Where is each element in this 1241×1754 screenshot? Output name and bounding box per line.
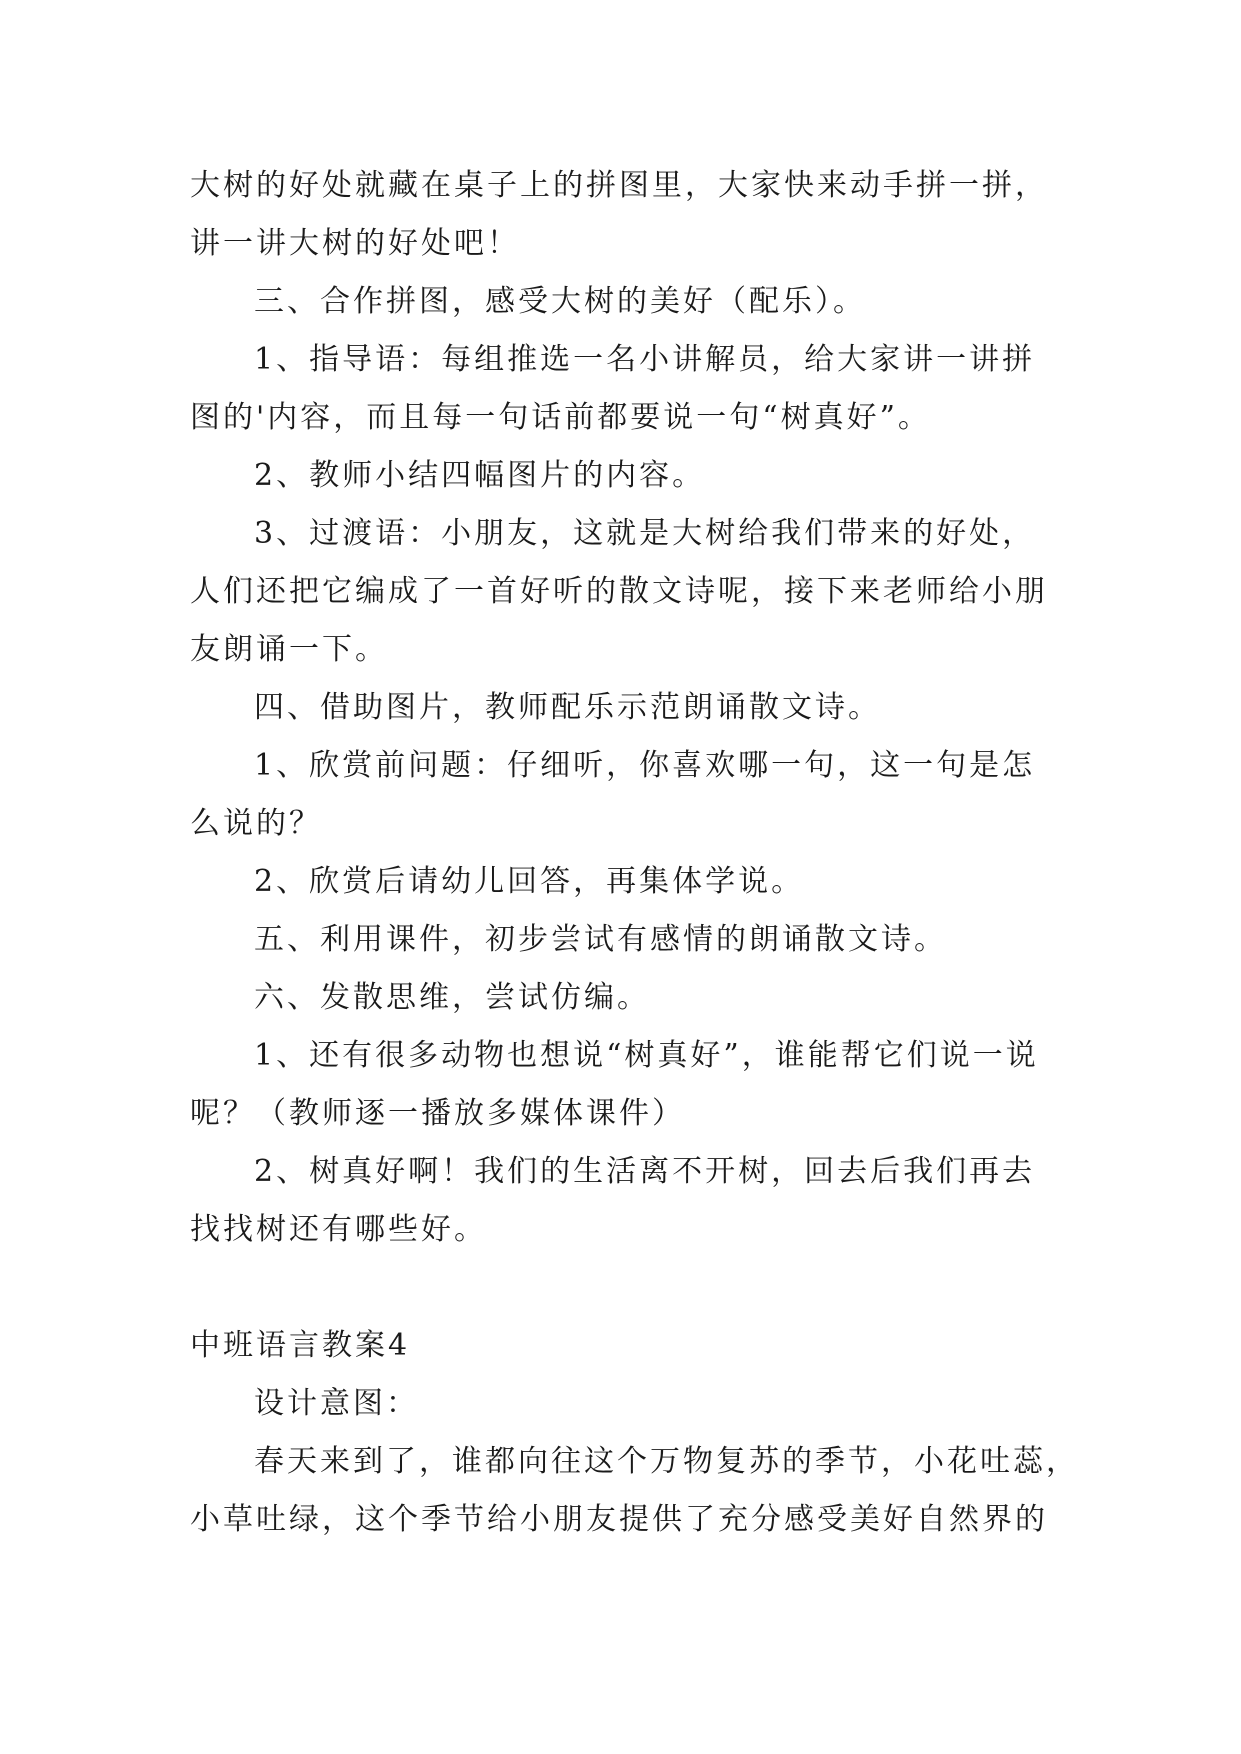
paragraph-line: 讲一讲大树的好处吧！ bbox=[190, 226, 520, 261]
section-heading: 五、利用课件，初步尝试有感情的朗诵散文诗。 bbox=[254, 922, 947, 957]
section-heading: 四、借助图片，教师配乐示范朗诵散文诗。 bbox=[254, 690, 881, 725]
paragraph-line: 3、过渡语：小朋友，这就是大树给我们带来的好处， bbox=[254, 516, 1036, 551]
paragraph-line: 1、欣赏前问题：仔细听，你喜欢哪一句，这一句是怎 bbox=[254, 748, 1036, 783]
paragraph-line: 友朗诵一下。 bbox=[190, 632, 388, 667]
paragraph-line: 2、教师小结四幅图片的内容。 bbox=[254, 458, 706, 493]
paragraph-line: 图的'内容，而且每一句话前都要说一句“树真好”。 bbox=[190, 400, 931, 435]
paragraph-line: 1、还有很多动物也想说“树真好”，谁能帮它们说一说 bbox=[254, 1038, 1039, 1073]
section-heading: 三、合作拼图，感受大树的美好（配乐）。 bbox=[254, 284, 866, 319]
paragraph-line: 2、欣赏后请幼儿回答，再集体学说。 bbox=[254, 864, 805, 899]
paragraph-line: 1、指导语：每组推选一名小讲解员，给大家讲一讲拼 bbox=[254, 342, 1036, 377]
paragraph-line: 春天来到了，谁都向往这个万物复苏的季节，小花吐蕊， bbox=[254, 1444, 1079, 1479]
paragraph-line: 2、树真好啊！我们的生活离不开树，回去后我们再去 bbox=[254, 1154, 1036, 1189]
paragraph-line: 呢？（教师逐一播放多媒体课件） bbox=[190, 1096, 685, 1131]
paragraph-line: 人们还把它编成了一首好听的散文诗呢，接下来老师给小朋 bbox=[190, 574, 1048, 609]
paragraph-line: 找找树还有哪些好。 bbox=[190, 1212, 487, 1247]
section-heading: 六、发散思维，尝试仿编。 bbox=[254, 980, 650, 1015]
document-title: 中班语言教案4 bbox=[190, 1328, 411, 1363]
section-heading: 设计意图： bbox=[254, 1386, 419, 1421]
paragraph-line: 大树的好处就藏在桌子上的拼图里，大家快来动手拼一拼， bbox=[190, 168, 1048, 203]
paragraph-line: 小草吐绿，这个季节给小朋友提供了充分感受美好自然界的 bbox=[190, 1502, 1048, 1537]
paragraph-line: 么说的？ bbox=[190, 806, 322, 841]
